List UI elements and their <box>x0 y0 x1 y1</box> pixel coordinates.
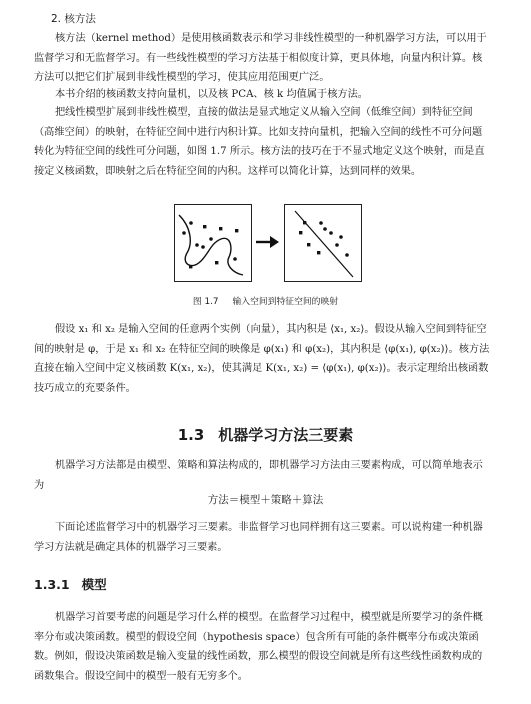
figure-caption <box>0 294 531 307</box>
paragraph-book-intro: 本书介绍的核函数支持向量机，以及核 PCA、核 k 均值属于核方法。 <box>55 89 368 100</box>
subheading-title: 核方法 <box>64 13 96 25</box>
subsection-number: 1.3.1 <box>34 577 70 592</box>
section-number: 1.3 <box>177 426 205 444</box>
paragraph-kernel-trick: 把线性模型扩展到非线性模型，直接的做法是显式地定义从输入空间（低维空间）到特征空间（高维空间）的映射，在特征空间中进行内积计算。比如支持向量机，把输入空间的线性不可分问题转化为特征空间的线性可分问题，如图 1.7 所示。核方法的技巧在于不显式地定义这个映射，而是直接定义核函数，即映射之后在特征空间的内积。这样可以简化计算，达到同样的效果。 <box>34 107 485 177</box>
subheading-number: 2. <box>51 13 62 25</box>
figure-caption-text: 输入空间到特征空间的映射 <box>232 297 339 307</box>
subheading-kernel-method <box>51 11 96 26</box>
figure-mapping <box>174 204 362 282</box>
subsection-title: 模型 <box>81 577 107 592</box>
feature-space-points <box>299 221 349 257</box>
paragraph-kernel-intro: 核方法（kernel method）是使用核函数表示和学习非线性模型的一种机器学习方法，可以用于监督学习和无监督学习。有一些线性模型的学习方法基于相似度计算，更具体地，向量内积计算。核方法可以把它们扩展到非线性模型的学习，使其应用范围更广泛。 <box>34 33 487 84</box>
input-space-plot <box>174 204 252 282</box>
section-title: 机器学习方法三要素 <box>218 426 354 444</box>
equation-method: 方法＝模型＋策略＋算法 <box>207 494 324 506</box>
paragraph-supervised: 下面论述监督学习中的机器学习三要素。非监督学习也同样拥有这三要素。可以说构建一种机器学习方法就是确定具体的机器学习三要素。 <box>34 522 483 553</box>
right-arrow-icon <box>254 233 280 251</box>
subsection-heading <box>34 575 107 593</box>
figure-number: 图 1.7 <box>192 297 219 307</box>
section-heading <box>0 424 531 445</box>
paragraph-kernel-definition: 假设 x₁ 和 x₂ 是输入空间的任意两个实例（向量），其内积是 ⟨x₁, x₂⟩。假设从输入空间到特征空间的映射是 φ，于是 x₁ 和 x₂ 在特征空间的映像是 φ(x₁) 和 φ(x₂)，其内积是 ⟨φ(x₁), φ(x₂)⟩。核方法直接在输入空间中定义核函数 K(x₁, x₂)，使其满足 K(x₁, x₂) = ⟨φ(x₁), φ(x₂)⟩。表示定理给出核函数技巧成立的充要条件。 <box>34 324 490 394</box>
paragraph-three-elements: 机器学习方法都是由模型、策略和算法构成的，即机器学习方法由三要素构成，可以简单地表示为 <box>34 460 483 491</box>
feature-space-plot <box>284 204 362 282</box>
paragraph-model: 机器学习首要考虑的问题是学习什么样的模型。在监督学习过程中，模型就是所要学习的条件概率分布或决策函数。模型的假设空间（hypothesis space）包含所有可能的条件概率分布或决策函数。例如，假设决策函数是输入变量的线性函数，那么模型的假设空间就是所有这些线性函数构成的函数集合。假设空间中的模型一般有无穷多个。 <box>34 612 483 682</box>
